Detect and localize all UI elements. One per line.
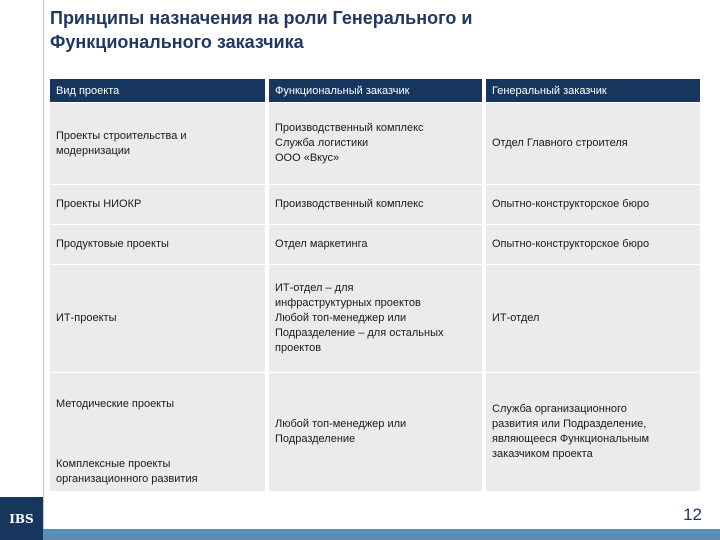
left-divider [43, 0, 44, 540]
cell-general: Служба организационного развития или Подразделение, являющееся Функциональным заказчиком проекта [484, 373, 700, 491]
footer-bar [43, 529, 720, 540]
table-row [50, 373, 700, 491]
cell-functional: Любой топ-менеджер или Подразделение [267, 373, 484, 491]
page-title [50, 6, 690, 54]
cell-functional: ИТ-отдел – для инфраструктурных проектов Любой топ-менеджер или Подразделение – для остальных проектов [267, 265, 484, 373]
title-line-1: Принципы назначения на роли Генерального и [50, 8, 473, 28]
complex-projects-label: Комплексные проекты организационного развития [56, 457, 198, 485]
table-row [50, 185, 700, 225]
cell-project-type [50, 373, 267, 491]
table-row [50, 265, 700, 373]
title-line-2: Функционального заказчика [50, 32, 304, 52]
header-functional-customer: Функциональный заказчик [267, 79, 484, 103]
cell-general: ИТ-отдел [484, 265, 700, 373]
cell-general: Опытно-конструкторское бюро [484, 185, 700, 225]
methodical-projects-label: Методические проекты [56, 398, 175, 410]
cell-functional: Производственный комплекс Служба логистики ООО «Вкус» [267, 103, 484, 185]
roles-table [50, 79, 700, 491]
logo-text: IBS [9, 511, 34, 526]
cell-functional: Отдел маркетинга [267, 225, 484, 265]
cell-project-type: Проекты НИОКР [50, 185, 267, 225]
page-number: 12 [683, 505, 702, 524]
header-general-customer: Генеральный заказчик [484, 79, 700, 103]
header-project-type: Вид проекта [50, 79, 267, 103]
table-row [50, 103, 700, 185]
table-row [50, 225, 700, 265]
cell-general: Отдел Главного строителя [484, 103, 700, 185]
table-header-row [50, 79, 700, 103]
cell-functional: Производственный комплекс [267, 185, 484, 225]
cell-project-type: ИТ-проекты [50, 265, 267, 373]
left-rail [0, 0, 43, 540]
ibs-logo [0, 497, 43, 540]
cell-project-type: Проекты строительства и модернизации [50, 103, 267, 185]
cell-general: Опытно-конструкторское бюро [484, 225, 700, 265]
cell-project-type: Продуктовые проекты [50, 225, 267, 265]
